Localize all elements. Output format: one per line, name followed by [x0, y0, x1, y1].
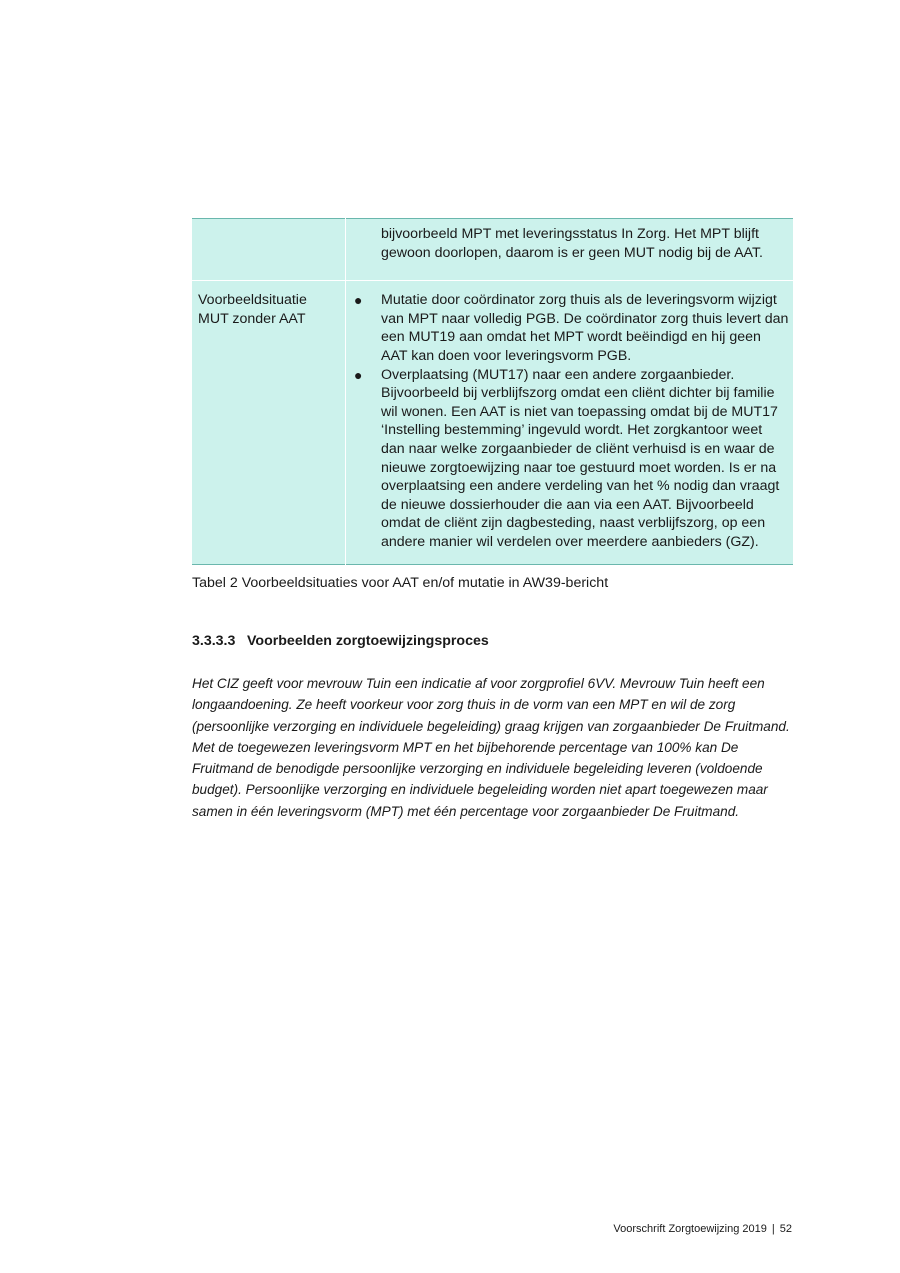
footer-title: Voorschrift Zorgtoewijzing 2019 [613, 1223, 767, 1235]
bullet-text: Mutatie door coördinator zorg thuis als de leveringsvorm wijzigt van MPT naar volledig PGB. De coördinator zorg thuis levert dan een MUT19 aan omdat het MPT wordt beëindigd en hij geen AAT kan doen voor leveringsvorm PGB. [381, 292, 789, 364]
list-item [346, 366, 793, 552]
page-footer [613, 1222, 792, 1236]
table-cell-label [192, 281, 346, 564]
example-paragraph: Het CIZ geeft voor mevrouw Tuin een indicatie af voor zorgprofiel 6VV. Mevrouw Tuin heeft een longaandoening. Ze heeft voorkeur voor zorg thuis in de vorm van een MPT en wil de zorg (persoonlijke verzorging en individuele begeleiding) graag krijgen van zorgaanbieder De Fruitmand. Met de toegewezen leveringsvorm MPT en het bijbehorende percentage van 100% kan De Fruitmand de benodigde persoonlijke verzorging en individuele begeleiding leveren (voldoende budget). Persoonlijke verzorging en individuele begeleiding worden niet apart toegewezen maar samen in één leveringsvorm (MPT) met één percentage voor zorgaanbieder De Fruitmand. [192, 676, 790, 819]
table [192, 218, 793, 565]
table-cell-continuation [346, 219, 794, 281]
table-row-mut-zonder-aat [192, 281, 793, 564]
table-caption: Tabel 2 Voorbeeldsituaties voor AAT en/of mutatie in AW39-bericht [192, 575, 609, 591]
page-number: 52 [779, 1223, 792, 1235]
section-number: 3.3.3.3 [192, 633, 236, 649]
example-situations-table [192, 218, 793, 565]
bullet-icon: ● [354, 366, 363, 383]
continuation-text: bijvoorbeeld MPT met leveringsstatus In Zorg. Het MPT blijft gewoon doorlopen, daarom is er geen MUT nodig bij de AAT. [381, 226, 763, 261]
footer-separator: | [771, 1223, 775, 1235]
bullet-list [346, 291, 793, 551]
section-heading [192, 632, 489, 650]
table-cell-empty-label [192, 219, 346, 281]
section-title: Voorbeelden zorgtoewijzingsproces [247, 633, 489, 649]
table-row-continuation [192, 219, 793, 281]
bullet-icon: ● [354, 292, 363, 309]
bullet-text: Overplaatsing (MUT17) naar een andere zorgaanbieder. Bijvoorbeeld bij verblijfszorg omdat een cliënt dichter bij familie wil wonen. Een AAT is niet van toepassing omdat bij de MUT17 ‘Instelling bestemming’ ingevuld wordt. Het zorgkantoor weet dan naar welke zorgaanbieder de cliënt verhuisd is en waar de nieuwe zorgtoewijzing naar toe gestuurd moet worden. Is er na overplaatsing een andere verdeling van het % nodig dan vraagt de nieuwe dossierhouder die aan via een AAT. Bijvoorbeeld omdat de cliënt zijn dagbesteding, naast verblijfszorg, op een andere manier wil verdelen over meerdere aanbieders (GZ). [381, 366, 780, 550]
row-label: Voorbeeldsituatie MUT zonder AAT [198, 292, 307, 327]
list-item [346, 291, 793, 365]
table-cell-bullets [346, 281, 794, 564]
